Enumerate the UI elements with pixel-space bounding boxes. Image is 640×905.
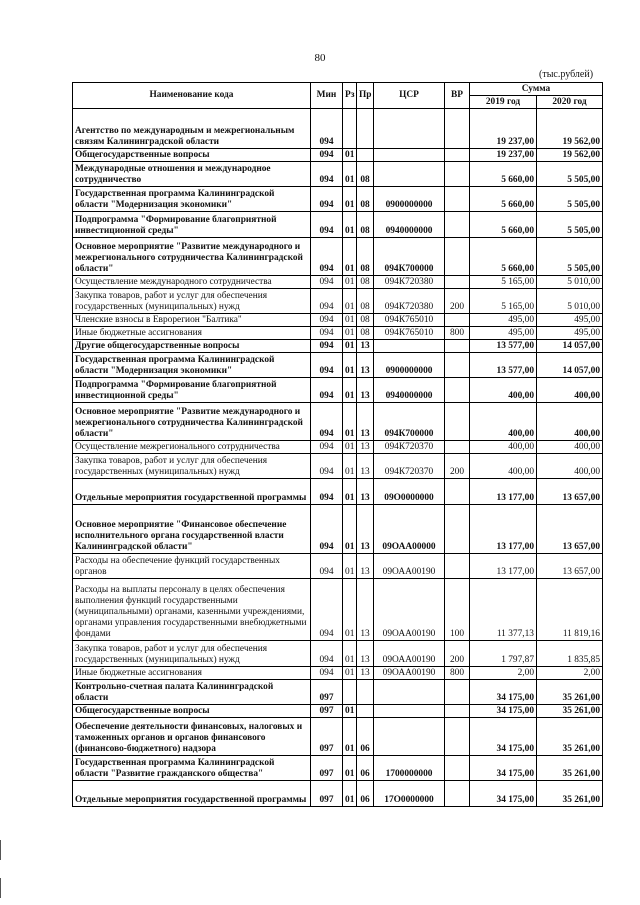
cell-csr [374, 340, 445, 353]
cell-min: 094 [311, 454, 343, 479]
cell-vr [445, 276, 470, 289]
cell-rz [343, 680, 357, 705]
cell-y2020: 19 562,00 [537, 109, 603, 149]
cell-rz: 01 [343, 212, 357, 238]
cell-y2020: 400,00 [537, 454, 603, 479]
cell-vr [445, 554, 470, 579]
table-row [73, 680, 603, 705]
cell-rz: 01 [343, 641, 357, 667]
cell-y2020: 1 835,85 [537, 641, 603, 667]
cell-vr: 200 [445, 454, 470, 479]
cell-y2020: 14 057,00 [537, 340, 603, 353]
table-row [73, 149, 603, 162]
cell-name: Отдельные мероприятия государственной программы [73, 479, 311, 505]
header-csr: ЦСР [374, 83, 445, 109]
cell-csr: 0940000000 [374, 212, 445, 238]
cell-y2020: 14 057,00 [537, 353, 603, 378]
cell-name: Иные бюджетные ассигнования [73, 327, 311, 340]
cell-vr [445, 238, 470, 276]
cell-name: Агентство по международным и межрегиональным связям Калининградской области [73, 109, 311, 149]
cell-pr [357, 109, 374, 149]
cell-y2019: 2,00 [470, 667, 537, 680]
cell-csr: 09ОАА00000 [374, 505, 445, 554]
cell-csr: 0900000000 [374, 353, 445, 378]
cell-vr: 800 [445, 327, 470, 340]
cell-csr: 09О0000000 [374, 479, 445, 505]
cell-vr [445, 109, 470, 149]
cell-y2020: 5 505,00 [537, 162, 603, 187]
cell-name: Расходы на обеспечение функций государственных органов [73, 554, 311, 579]
cell-csr: 09ОАА00190 [374, 554, 445, 579]
cell-y2020: 495,00 [537, 314, 603, 327]
cell-y2019: 34 175,00 [470, 705, 537, 718]
cell-vr [445, 378, 470, 403]
cell-pr: 13 [357, 454, 374, 479]
cell-pr: 08 [357, 276, 374, 289]
cell-min: 094 [311, 162, 343, 187]
cell-min: 094 [311, 403, 343, 441]
cell-name: Другие общегосударственные вопросы [73, 340, 311, 353]
cell-rz: 01 [343, 441, 357, 454]
cell-y2019: 5 660,00 [470, 238, 537, 276]
cell-y2019: 400,00 [470, 441, 537, 454]
cell-vr: 200 [445, 641, 470, 667]
cell-y2020: 5 505,00 [537, 212, 603, 238]
cell-y2019: 400,00 [470, 454, 537, 479]
cell-vr: 800 [445, 667, 470, 680]
cell-rz: 01 [343, 718, 357, 756]
cell-pr: 13 [357, 441, 374, 454]
header-2020: 2020 год [537, 96, 603, 109]
cell-csr [374, 680, 445, 705]
cell-pr: 13 [357, 641, 374, 667]
cell-vr [445, 353, 470, 378]
cell-y2019: 400,00 [470, 403, 537, 441]
cell-min: 094 [311, 212, 343, 238]
cell-y2019: 13 177,00 [470, 479, 537, 505]
units-label: (тыс.рублей) [539, 69, 594, 80]
cell-y2019: 13 177,00 [470, 505, 537, 554]
cell-pr [357, 149, 374, 162]
cell-pr: 08 [357, 212, 374, 238]
cell-vr [445, 680, 470, 705]
cell-name: Государственная программа Калининградской области "Модернизация экономики" [73, 187, 311, 212]
cell-y2019: 5 660,00 [470, 212, 537, 238]
table-row [73, 554, 603, 579]
cell-y2020: 13 657,00 [537, 554, 603, 579]
cell-min: 097 [311, 781, 343, 807]
cell-name: Основное мероприятие "Финансовое обеспечение исполнительного органа государственной власти Калининградской области" [73, 505, 311, 554]
cell-name: Закупка товаров, работ и услуг для обеспечения государственных (муниципальных) нужд [73, 289, 311, 314]
header-sum: Сумма [470, 83, 603, 96]
cell-vr [445, 314, 470, 327]
cell-rz: 01 [343, 756, 357, 781]
cell-vr [445, 505, 470, 554]
header-2019: 2019 год [470, 96, 537, 109]
cell-y2020: 5 010,00 [537, 276, 603, 289]
cell-vr [445, 718, 470, 756]
cell-min: 094 [311, 276, 343, 289]
cell-vr: 200 [445, 289, 470, 314]
cell-y2020: 35 261,00 [537, 718, 603, 756]
cell-y2019: 34 175,00 [470, 756, 537, 781]
table-row [73, 441, 603, 454]
cell-min: 094 [311, 353, 343, 378]
cell-csr [374, 705, 445, 718]
cell-csr [374, 718, 445, 756]
cell-pr: 13 [357, 505, 374, 554]
cell-pr: 06 [357, 756, 374, 781]
cell-csr: 1700000000 [374, 756, 445, 781]
table-row [73, 667, 603, 680]
cell-rz: 01 [343, 479, 357, 505]
cell-pr: 13 [357, 378, 374, 403]
cell-y2019: 495,00 [470, 314, 537, 327]
cell-pr: 13 [357, 579, 374, 641]
cell-y2020: 35 261,00 [537, 756, 603, 781]
header-rz: Рз [343, 83, 357, 109]
table-row [73, 276, 603, 289]
cell-pr: 08 [357, 289, 374, 314]
cell-min: 097 [311, 705, 343, 718]
cell-csr: 17О0000000 [374, 781, 445, 807]
cell-y2020: 5 010,00 [537, 289, 603, 314]
cell-rz: 01 [343, 162, 357, 187]
header-pr: Пр [357, 83, 374, 109]
cell-name: Подпрограмма "Формирование благоприятной инвестиционной среды" [73, 378, 311, 403]
cell-name: Общегосударственные вопросы [73, 705, 311, 718]
table-body [73, 109, 603, 807]
cell-vr [445, 756, 470, 781]
cell-y2019: 13 577,00 [470, 353, 537, 378]
cell-min: 094 [311, 378, 343, 403]
table-row [73, 756, 603, 781]
cell-rz: 01 [343, 314, 357, 327]
table-row [73, 340, 603, 353]
cell-min: 094 [311, 641, 343, 667]
cell-y2020: 400,00 [537, 403, 603, 441]
cell-csr: 0940000000 [374, 378, 445, 403]
table-row [73, 641, 603, 667]
cell-name: Закупка товаров, работ и услуг для обеспечения государственных (муниципальных) нужд [73, 454, 311, 479]
cell-min: 094 [311, 340, 343, 353]
header-row [73, 83, 603, 96]
cell-name: Основное мероприятие "Развитие международного и межрегионального сотрудничества Калининградской области" [73, 403, 311, 441]
cell-rz: 01 [343, 276, 357, 289]
cell-vr [445, 149, 470, 162]
cell-min: 094 [311, 505, 343, 554]
cell-y2019: 5 165,00 [470, 276, 537, 289]
cell-min: 097 [311, 756, 343, 781]
cell-name: Государственная программа Калининградской области "Развитие гражданского общества" [73, 756, 311, 781]
cell-csr: 0900000000 [374, 187, 445, 212]
cell-y2020: 13 657,00 [537, 505, 603, 554]
cell-vr [445, 441, 470, 454]
cell-min: 094 [311, 187, 343, 212]
cell-min: 094 [311, 554, 343, 579]
cell-y2019: 400,00 [470, 378, 537, 403]
cell-csr: 094К720370 [374, 441, 445, 454]
header-min: Мин [311, 83, 343, 109]
cell-min: 094 [311, 289, 343, 314]
cell-min: 094 [311, 238, 343, 276]
cell-rz [343, 109, 357, 149]
cell-min: 094 [311, 479, 343, 505]
cell-rz: 01 [343, 454, 357, 479]
cell-csr: 09ОАА00190 [374, 641, 445, 667]
table-row [73, 505, 603, 554]
cell-y2019: 13 177,00 [470, 554, 537, 579]
cell-vr [445, 187, 470, 212]
table-row [73, 314, 603, 327]
cell-name: Подпрограмма "Формирование благоприятной инвестиционной среды" [73, 212, 311, 238]
cell-min: 094 [311, 314, 343, 327]
cell-y2019: 495,00 [470, 327, 537, 340]
cell-rz: 01 [343, 781, 357, 807]
cell-vr [445, 340, 470, 353]
cell-y2020: 13 657,00 [537, 479, 603, 505]
header-vr: ВР [445, 83, 470, 109]
cell-pr: 13 [357, 479, 374, 505]
cell-name: Закупка товаров, работ и услуг для обеспечения государственных (муниципальных) нужд [73, 641, 311, 667]
cell-rz: 01 [343, 554, 357, 579]
cell-vr [445, 781, 470, 807]
cell-rz: 01 [343, 327, 357, 340]
cell-y2020: 5 505,00 [537, 187, 603, 212]
cell-y2019: 5 660,00 [470, 162, 537, 187]
cell-csr: 094К765010 [374, 314, 445, 327]
cell-name: Государственная программа Калининградской области "Модернизация экономики" [73, 353, 311, 378]
cell-y2020: 400,00 [537, 378, 603, 403]
cell-y2019: 19 237,00 [470, 149, 537, 162]
cell-csr [374, 109, 445, 149]
cell-min: 094 [311, 327, 343, 340]
scan-edge-mark [0, 878, 1, 898]
cell-pr: 08 [357, 187, 374, 212]
cell-name: Осуществление межрегионального сотрудничества [73, 441, 311, 454]
cell-pr: 13 [357, 353, 374, 378]
cell-min: 094 [311, 579, 343, 641]
scan-edge-mark [0, 840, 1, 860]
cell-name: Международные отношения и международное сотрудничество [73, 162, 311, 187]
cell-pr: 13 [357, 403, 374, 441]
cell-pr: 13 [357, 554, 374, 579]
cell-name: Расходы на выплаты персоналу в целях обеспечения выполнения функций государственными (муниципальными) органами, казенными учреждениями, органами управления государственными внебюджетными фондами [73, 579, 311, 641]
cell-name: Иные бюджетные ассигнования [73, 667, 311, 680]
table-row [73, 109, 603, 149]
cell-rz: 01 [343, 187, 357, 212]
cell-name: Обеспечение деятельности финансовых, налоговых и таможенных органов и органов финансового (финансово-бюджетного) надзора [73, 718, 311, 756]
cell-pr: 13 [357, 340, 374, 353]
cell-vr [445, 212, 470, 238]
cell-min: 094 [311, 441, 343, 454]
cell-y2020: 495,00 [537, 327, 603, 340]
table-row [73, 718, 603, 756]
cell-rz: 01 [343, 353, 357, 378]
cell-csr: 094К700000 [374, 403, 445, 441]
page-number: 80 [314, 52, 326, 64]
table-row [73, 705, 603, 718]
cell-rz: 01 [343, 378, 357, 403]
cell-y2019: 19 237,00 [470, 109, 537, 149]
table-row [73, 289, 603, 314]
cell-min: 094 [311, 149, 343, 162]
cell-name: Отдельные мероприятия государственной программы [73, 781, 311, 807]
cell-csr: 094К720380 [374, 289, 445, 314]
cell-vr [445, 705, 470, 718]
cell-vr [445, 479, 470, 505]
cell-rz: 01 [343, 579, 357, 641]
table-row [73, 327, 603, 340]
cell-y2019: 5 165,00 [470, 289, 537, 314]
cell-name: Осуществление международного сотрудничества [73, 276, 311, 289]
cell-pr: 06 [357, 718, 374, 756]
cell-csr: 094К720380 [374, 276, 445, 289]
cell-name: Контрольно-счетная палата Калининградской области [73, 680, 311, 705]
cell-csr: 094К765010 [374, 327, 445, 340]
table-row [73, 212, 603, 238]
cell-rz: 01 [343, 403, 357, 441]
table-row [73, 579, 603, 641]
table-row [73, 187, 603, 212]
cell-name: Общегосударственные вопросы [73, 149, 311, 162]
cell-y2019: 13 577,00 [470, 340, 537, 353]
cell-min: 097 [311, 718, 343, 756]
cell-min: 097 [311, 680, 343, 705]
cell-csr [374, 162, 445, 187]
cell-y2020: 35 261,00 [537, 705, 603, 718]
cell-y2020: 35 261,00 [537, 781, 603, 807]
cell-csr: 094К700000 [374, 238, 445, 276]
table-row [73, 353, 603, 378]
cell-y2019: 11 377,13 [470, 579, 537, 641]
cell-rz: 01 [343, 705, 357, 718]
budget-table [72, 82, 603, 807]
cell-y2020: 2,00 [537, 667, 603, 680]
cell-csr [374, 149, 445, 162]
table-row [73, 454, 603, 479]
cell-pr: 06 [357, 781, 374, 807]
table-row [73, 238, 603, 276]
cell-name: Основное мероприятие "Развитие международного и межрегионального сотрудничества Калининградской области" [73, 238, 311, 276]
cell-y2019: 34 175,00 [470, 781, 537, 807]
table-row [73, 403, 603, 441]
cell-rz: 01 [343, 289, 357, 314]
table-row [73, 378, 603, 403]
cell-name: Членские взносы в Еврорегион "Балтика" [73, 314, 311, 327]
cell-min: 094 [311, 109, 343, 149]
cell-y2020: 5 505,00 [537, 238, 603, 276]
cell-pr: 13 [357, 667, 374, 680]
cell-y2020: 19 562,00 [537, 149, 603, 162]
cell-y2019: 34 175,00 [470, 718, 537, 756]
cell-rz: 01 [343, 505, 357, 554]
cell-pr: 08 [357, 327, 374, 340]
cell-vr [445, 162, 470, 187]
cell-rz: 01 [343, 667, 357, 680]
cell-vr [445, 403, 470, 441]
table-row [73, 162, 603, 187]
cell-y2020: 11 819,16 [537, 579, 603, 641]
cell-rz: 01 [343, 149, 357, 162]
cell-rz: 01 [343, 340, 357, 353]
cell-y2019: 1 797,87 [470, 641, 537, 667]
cell-csr: 09ОАА00190 [374, 579, 445, 641]
cell-vr: 100 [445, 579, 470, 641]
cell-y2019: 5 660,00 [470, 187, 537, 212]
cell-pr: 08 [357, 314, 374, 327]
cell-y2020: 35 261,00 [537, 680, 603, 705]
header-name: Наименование кода [73, 83, 311, 109]
cell-y2020: 400,00 [537, 441, 603, 454]
cell-csr: 094К720370 [374, 454, 445, 479]
cell-rz: 01 [343, 238, 357, 276]
table-row [73, 479, 603, 505]
table-row [73, 781, 603, 807]
cell-pr [357, 705, 374, 718]
cell-csr: 09ОАА00190 [374, 667, 445, 680]
cell-pr: 08 [357, 238, 374, 276]
cell-min: 094 [311, 667, 343, 680]
cell-y2019: 34 175,00 [470, 680, 537, 705]
cell-pr: 08 [357, 162, 374, 187]
cell-pr [357, 680, 374, 705]
